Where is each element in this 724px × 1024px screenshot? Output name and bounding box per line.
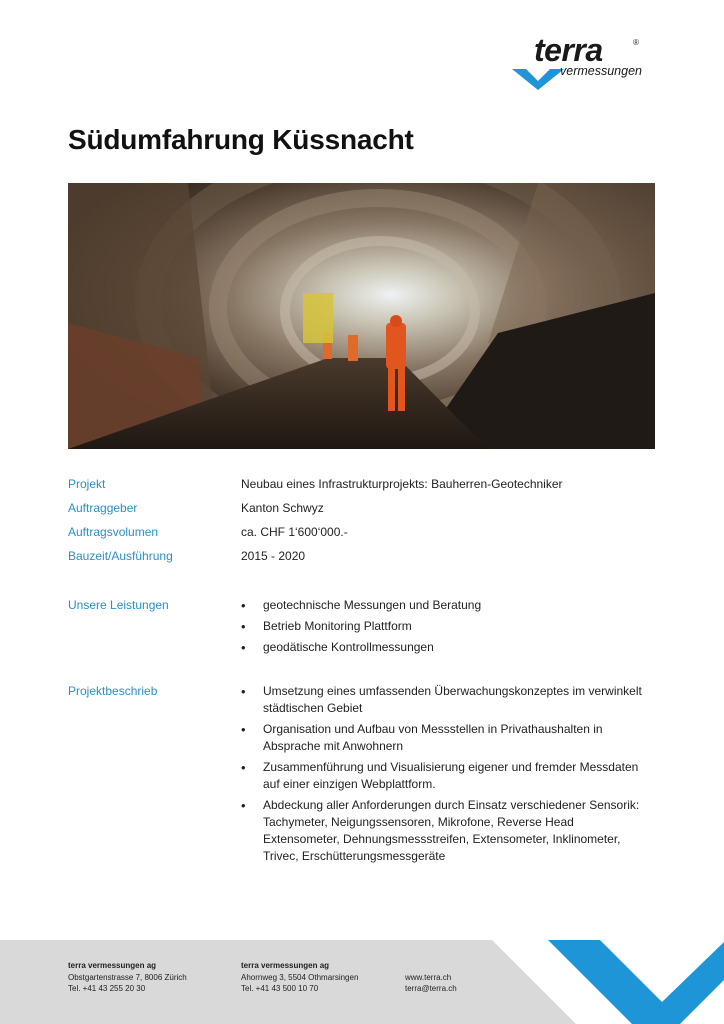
detail-key: Projekt — [68, 477, 106, 491]
services-list — [241, 597, 651, 660]
page-footer — [0, 940, 724, 1024]
footer-office-zurich — [68, 960, 187, 995]
tunnel-photo — [68, 183, 655, 449]
footer-company: terra vermessungen ag — [241, 961, 330, 970]
list-item: • geodätische Kontrollmessungen — [241, 639, 651, 656]
page-title: Südumfahrung Küssnacht — [68, 124, 414, 155]
list-item: • Umsetzung eines umfassenden Überwachungskonzeptes im verwinkelt städtischen Gebiet — [241, 683, 651, 717]
detail-value: 2015 - 2020 — [241, 549, 306, 563]
list-item: • Betrieb Monitoring Plattform — [241, 618, 651, 635]
detail-key: Bauzeit/Ausführung — [68, 549, 173, 563]
list-item: • Zusammenführung und Visualisierung eigener und fremder Messdaten auf einer einzigen Webplattform. — [241, 759, 651, 793]
list-item: • Organisation und Aufbau von Messstellen in Privathaushalten in Absprache mit Anwohnern — [241, 721, 651, 755]
logo-subtitle: vermessungen — [560, 64, 642, 78]
footer-company: terra vermessungen ag — [68, 961, 157, 970]
detail-value: Neubau eines Infrastrukturprojekts: Bauherren-Geotechniker — [241, 477, 563, 491]
footer-phone: Tel. +41 43 500 10 70 — [241, 984, 319, 993]
logo-chevron-icon — [512, 66, 564, 90]
footer-street: Obstgartenstrasse 7, 8006 Zürich — [68, 972, 187, 982]
footer-contact — [405, 972, 457, 995]
detail-key: Auftragsvolumen — [68, 525, 159, 539]
footer-street: Ahornweg 3, 5504 Othmarsingen — [241, 972, 359, 982]
list-item: • Abdeckung aller Anforderungen durch Einsatz verschiedener Sensorik: Tachymeter, Neigungssensoren, Mikrofone, Reverse Head Extensometer, Dehnungsmessstreifen, Extensometer, Inklinometer, Trivec, Erschütterungsmessgeräte — [241, 797, 651, 865]
detail-value: ca. CHF 1‘600‘000.- — [241, 525, 348, 539]
footer-email-link[interactable]: terra@terra.ch — [405, 984, 457, 993]
footer-website-link[interactable]: www.terra.ch — [405, 972, 452, 982]
logo-wordmark: terra — [534, 32, 603, 68]
logo-registered-mark: ® — [633, 38, 639, 47]
detail-key: Auftraggeber — [68, 501, 138, 515]
services-label: Unsere Leistungen — [68, 598, 169, 612]
footer-office-othmarsingen — [241, 960, 358, 995]
detail-value: Kanton Schwyz — [241, 501, 324, 515]
list-item: • geotechnische Messungen und Beratung — [241, 597, 651, 614]
footer-phone: Tel. +41 43 255 20 30 — [68, 984, 146, 993]
description-label: Projektbeschrieb — [68, 684, 158, 698]
description-list — [241, 683, 651, 869]
terra-logo — [512, 32, 662, 92]
